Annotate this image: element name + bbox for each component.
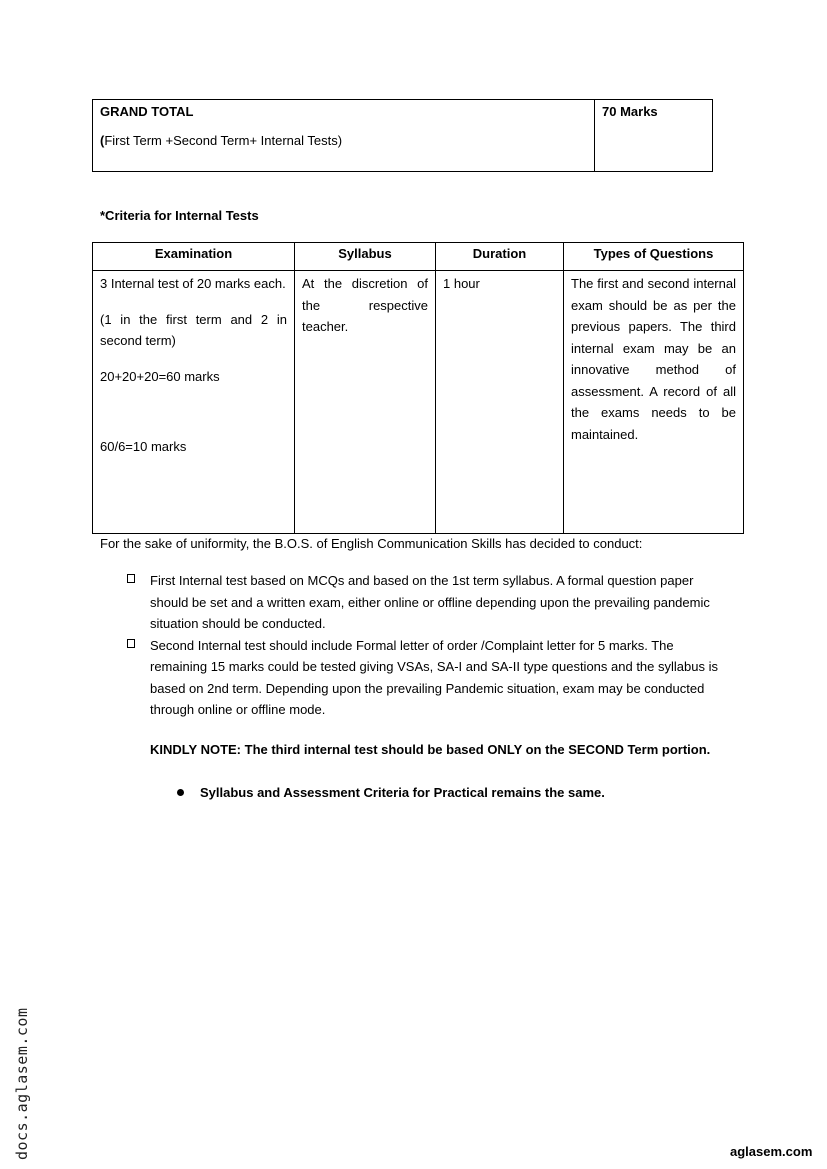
examination-line-3: 20+20+20=60 marks	[100, 368, 220, 384]
square-bullet-icon	[127, 639, 135, 648]
header-examination: Examination	[93, 243, 295, 271]
corner-watermark: aglasem.com	[730, 1144, 813, 1159]
header-types-of-questions: Types of Questions	[564, 243, 744, 271]
examination-line-2: (1 in the first term and 2 in second term)	[100, 311, 287, 348]
criteria-header-row	[93, 243, 744, 271]
criteria-table	[92, 242, 744, 534]
grand-total-table	[92, 99, 713, 172]
header-syllabus: Syllabus	[295, 243, 436, 271]
grand-total-marks: 70 Marks	[595, 100, 713, 172]
bullet-text-2: Second Internal test should include Formal letter of order /Complaint letter for 5 marks. The remaining 15 marks could be tested giving VSAs, SA-I and SA-II type questions and the syllabus is based on 2nd term. Depending upon the prevailing Pandemic situation, exam may be conducted through online or offline mode.	[150, 637, 718, 717]
bullet-text-1: First Internal test based on MCQs and based on the 1st term syllabus. A formal question paper should be set and a written exam, either online or offline depending upon the prevailing pandemic situation should be conducted.	[150, 573, 710, 631]
duration-cell: 1 hour	[436, 271, 564, 534]
header-duration: Duration	[436, 243, 564, 271]
side-watermark: docs.aglasem.com	[13, 1007, 31, 1160]
practical-note-item	[177, 785, 605, 800]
types-of-questions-cell: The first and second internal exam should be as per the previous papers. The third internal exam may be an innovative method of assessment. A record of all the exams needs to be maintained.	[564, 271, 744, 534]
grand-total-description: (First Term +Second Term+ Internal Tests)	[100, 133, 343, 148]
examination-cell	[93, 271, 295, 534]
kindly-note: KINDLY NOTE: The third internal test should be based ONLY on the SECOND Term portion.	[150, 742, 711, 757]
bullet-item	[127, 570, 727, 635]
uniformity-text: For the sake of uniformity, the B.O.S. of English Communication Skills has decided to conduct:	[100, 536, 643, 551]
examination-line-1: 3 Internal test of 20 marks each.	[100, 276, 286, 291]
syllabus-cell: At the discretion of the respective teacher.	[295, 271, 436, 534]
round-bullet-icon	[177, 789, 184, 796]
bullet-list	[127, 570, 727, 721]
criteria-data-row	[93, 271, 744, 534]
bullet-item	[127, 635, 727, 721]
criteria-title: *Criteria for Internal Tests	[100, 208, 259, 223]
practical-note: Syllabus and Assessment Criteria for Practical remains the same.	[200, 785, 605, 800]
grand-total-label-cell	[93, 100, 595, 172]
examination-line-4: 60/6=10 marks	[100, 439, 187, 454]
square-bullet-icon	[127, 574, 135, 583]
grand-total-label: GRAND TOTAL	[100, 104, 194, 119]
